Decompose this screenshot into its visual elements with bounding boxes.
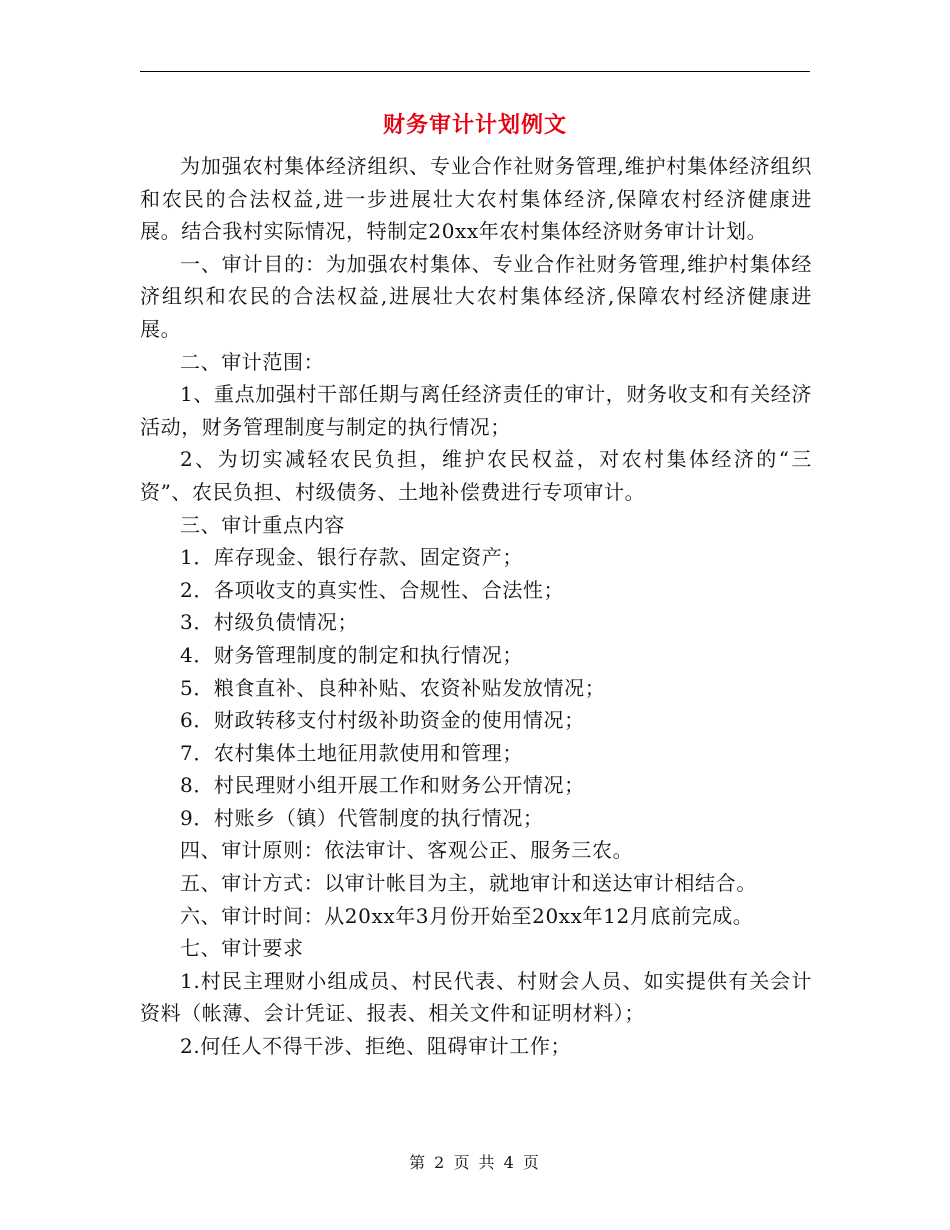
paragraph-section-1: 一、审计目的：为加强农村集体、专业合作社财务管理,维护村集体经济组织和农民的合法权益,进展壮大农村集体经济,保障农村经济健康进展。: [140, 251, 812, 341]
paragraph-requirement-1: 1.村民主理财小组成员、村民代表、村财会人员、如实提供有关会计资料（帐薄、会计凭证、报表、相关文件和证明材料）；: [140, 968, 812, 1026]
paragraph-section-4: 四、审计原则：依法审计、客观公正、服务三农。: [180, 838, 634, 863]
paragraph-scope-2: 2、为切实减轻农民负担，维护农民权益，对农村集体经济的“三资”、农民负担、村级债务、土地补偿费进行专项审计。: [140, 447, 812, 504]
header-rule: [140, 71, 810, 72]
paragraph-intro: 为加强农村集体经济组织、专业合作社财务管理,维护村集体经济组织和农民的合法权益,进一步进展壮大农村集体经济,保障农村经济健康进展。结合我村实际情况，特制定20xx年农村集体经济财务审计计划。: [140, 154, 812, 244]
page-number: 第 2 页 共 4 页: [409, 1153, 541, 1172]
document-title: 财务审计计划例文: [382, 112, 567, 138]
paragraph-scope-1: 1、重点加强村干部任期与离任经济责任的审计，财务收支和有关经济活动，财务管理制度与制定的执行情况；: [140, 382, 812, 439]
paragraph-section-7-heading: 七、审计要求: [180, 936, 304, 961]
list-item: 2．各项收支的真实性、合规性、合法性；: [180, 577, 565, 602]
list-item: 1．库存现金、银行存款、固定资产；: [180, 545, 523, 570]
list-item: 3．村级负债情况；: [180, 610, 359, 635]
paragraph-requirement-2: 2.何任人不得干涉、拒绝、阻碍审计工作；: [180, 1034, 572, 1059]
paragraph-section-5: 五、审计方式：以审计帐目为主，就地审计和送达审计相结合。: [180, 871, 757, 896]
list-item: 8．村民理财小组开展工作和财务公开情况；: [180, 773, 585, 798]
list-item: 6．财政转移支付村级补助资金的使用情况；: [180, 708, 585, 733]
list-item: 5．粮食直补、良种补贴、农资补贴发放情况；: [180, 675, 606, 700]
paragraph-section-2-heading: 二、审计范围：: [180, 349, 325, 374]
list-item: 4．财务管理制度的制定和执行情况；: [180, 642, 523, 667]
list-item: 9．村账乡（镇）代管制度的执行情况；: [180, 805, 544, 830]
list-item: 7．农村集体土地征用款使用和管理；: [180, 740, 523, 765]
paragraph-section-3-heading: 三、审计重点内容: [180, 512, 345, 537]
paragraph-section-6: 六、审计时间：从20xx年3月份开始至20xx年12月底前完成。: [180, 903, 754, 928]
document-body: [140, 150, 812, 1063]
